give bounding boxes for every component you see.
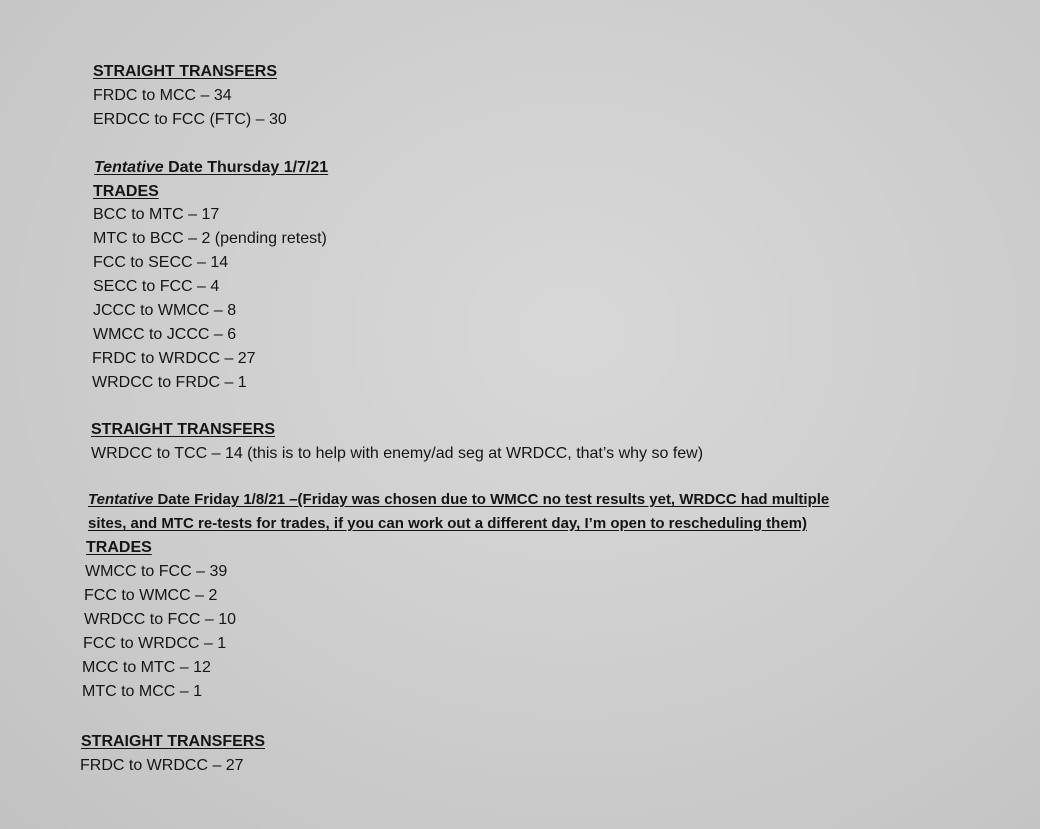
- trades-heading-2: TRADES: [86, 539, 152, 556]
- straight-transfers-heading-2: STRAIGHT TRANSFERS: [91, 421, 275, 438]
- transfer-line: FRDC to WRDCC – 27: [80, 757, 244, 774]
- straight-transfers-heading-1: STRAIGHT TRANSFERS: [93, 63, 277, 80]
- transfer-line: FRDC to MCC – 34: [93, 87, 232, 104]
- date-heading-thursday: [94, 158, 328, 178]
- trade-line: FRDC to WRDCC – 27: [92, 350, 256, 367]
- trade-line: SECC to FCC – 4: [93, 278, 220, 295]
- date-heading-friday-line2: sites, and MTC re-tests for trades, if you can work out a different day, I’m open to rescheduling them): [88, 515, 808, 532]
- trade-line: WMCC to JCCC – 6: [93, 326, 237, 343]
- trade-line: WRDCC to FCC – 10: [84, 611, 237, 628]
- date-text: Date Friday 1/8/21 –(Friday was chosen due to WMCC no test results yet, WRDCC had multiple: [153, 491, 830, 508]
- trade-line: MCC to MTC – 12: [82, 659, 211, 676]
- trade-line: FCC to SECC – 14: [93, 254, 229, 271]
- trade-line: WMCC to FCC – 39: [85, 563, 228, 580]
- trades-heading-1: TRADES: [93, 183, 159, 200]
- trade-line: MTC to MCC – 1: [82, 683, 203, 700]
- tentative-label: Tentative: [88, 491, 154, 508]
- date-text: Date Thursday 1/7/21: [163, 159, 329, 176]
- trade-line: BCC to MTC – 17: [93, 206, 220, 223]
- straight-transfers-heading-3: STRAIGHT TRANSFERS: [81, 733, 265, 750]
- trade-line: MTC to BCC – 2 (pending retest): [93, 230, 327, 247]
- tentative-label: Tentative: [94, 159, 164, 176]
- trade-line: WRDCC to FRDC – 1: [92, 374, 247, 391]
- transfer-line: WRDCC to TCC – 14 (this is to help with enemy/ad seg at WRDCC, that’s why so few): [91, 445, 704, 462]
- trade-line: JCCC to WMCC – 8: [93, 302, 237, 319]
- trade-line: FCC to WRDCC – 1: [83, 635, 227, 652]
- date-heading-friday: [88, 490, 829, 510]
- transfer-line: ERDCC to FCC (FTC) – 30: [93, 111, 287, 128]
- trade-line: FCC to WMCC – 2: [84, 587, 218, 604]
